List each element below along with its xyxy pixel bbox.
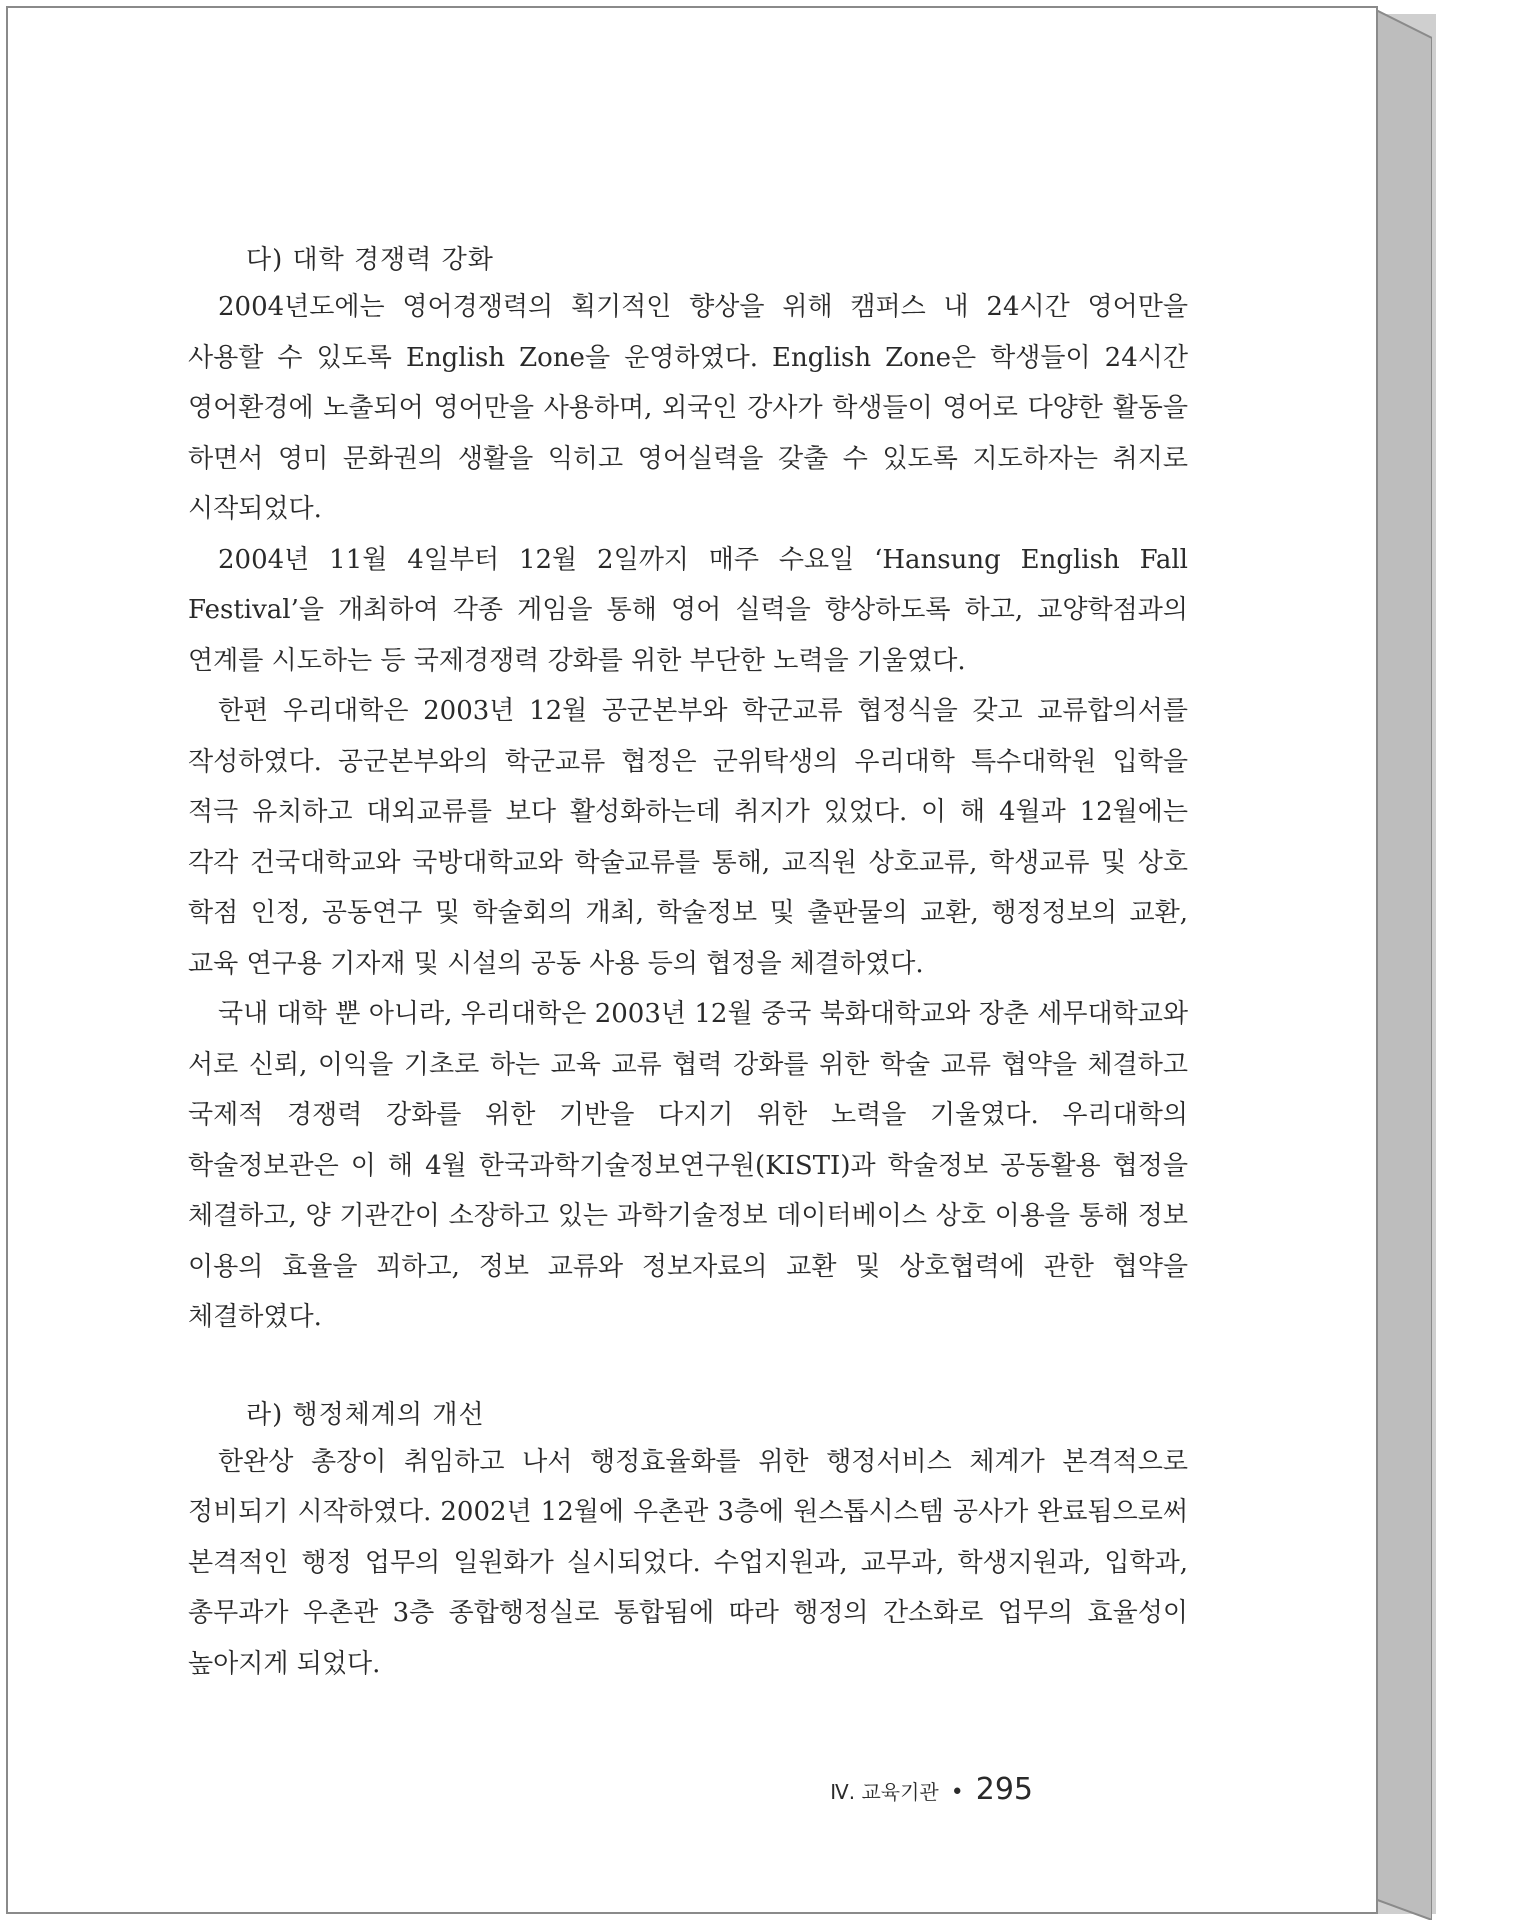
paragraph: 한완상 총장이 취임하고 나서 행정효율화를 위한 행정서비스 체계가 본격적으로 정비되기 시작하였다. 2002년 12월에 우촌관 3층에 원스톱시스템 공사가 완료됨으로써 본격적인 행정 업무의 일원화가 실시되었다. 수업지원과, 교무과, 학생지원과, 입학과, 총무과가 우촌관 3층 종합행정실로 통합됨에 따라 행정의 간소화로 업무의 효율성이 높아지게 되었다. [188,1446,1188,1679]
paragraph: 한편 우리대학은 2003년 12월 공군본부와 학군교류 협정식을 갖고 교류합의서를 작성하였다. 공군본부와의 학군교류 협정은 군위탁생의 우리대학 특수대학원 입학을 적극 유치하고 대외교류를 보다 활성화하는데 취지가 있었다. 이 해 4월과 12월에는 각각 건국대학교와 국방대학교와 학술교류를 통해, 교직원 상호교류, 학생교류 및 상호 학점 인정, 공동연구 및 학술회의 개최, 학술정보 및 출판물의 교환, 행정정보의 교환, 교육 연구용 기자재 및 시설의 공동 사용 등의 협정을 체결하였다. [188,696,1189,979]
paragraph: 2004년 11월 4일부터 12월 2일까지 매주 수요일 ‘Hansung English Fall Festival’을 개최하여 각종 게임을 통해 영어 실력을 향상하도록 하고, 교양학점과의 연계를 시도하는 등 국제경쟁력 강화를 위한 부단한 노력을 기울였다. [188,544,1188,676]
section-gap [188,1343,1188,1393]
page-content [188,238,1188,1689]
page-footer [830,1772,1033,1807]
page-number: 295 [975,1772,1033,1807]
paragraph: 2004년도에는 영어경쟁력의 획기적인 향상을 위해 캠퍼스 내 24시간 영어만을 사용할 수 있도록 English Zone을 운영하였다. English Zone은 학생들이 24시간 영어환경에 노출되어 영어만을 사용하며, 외국인 강사가 학생들이 영어로 다양한 활동을 하면서 영미 문화권의 생활을 익히고 영어실력을 갖출 수 있도록 지도하자는 취지로 시작되었다. [188,292,1188,524]
document-page [6,6,1378,1914]
page-edge [1372,8,1432,1920]
paragraph: 국내 대학 뿐 아니라, 우리대학은 2003년 12월 중국 북화대학교와 장춘 세무대학교와 서로 신뢰, 이익을 기초로 하는 교육 교류 협력 강화를 위한 학술 교류 협약을 체결하고 국제적 경쟁력 강화를 위한 기반을 다지기 위한 노력을 기울였다. 우리대학의 학술정보관은 이 해 4월 한국과학기술정보연구원(KISTI)과 학술정보 공동활용 협정을 체결하고, 양 기관간이 소장하고 있는 과학기술정보 데이터베이스 상호 이용을 통해 정보 이용의 효율을 꾀하고, 정보 교류와 정보자료의 교환 및 상호협력에 관한 협약을 체결하였다. [188,999,1188,1332]
footer-section-label: Ⅳ. 교육기관 [830,1780,939,1804]
section-heading-d: 라) 행정체계의 개선 [246,1399,485,1430]
footer-bullet: • [950,1780,964,1805]
section-heading-c: 다) 대학 경쟁력 강화 [246,245,494,275]
